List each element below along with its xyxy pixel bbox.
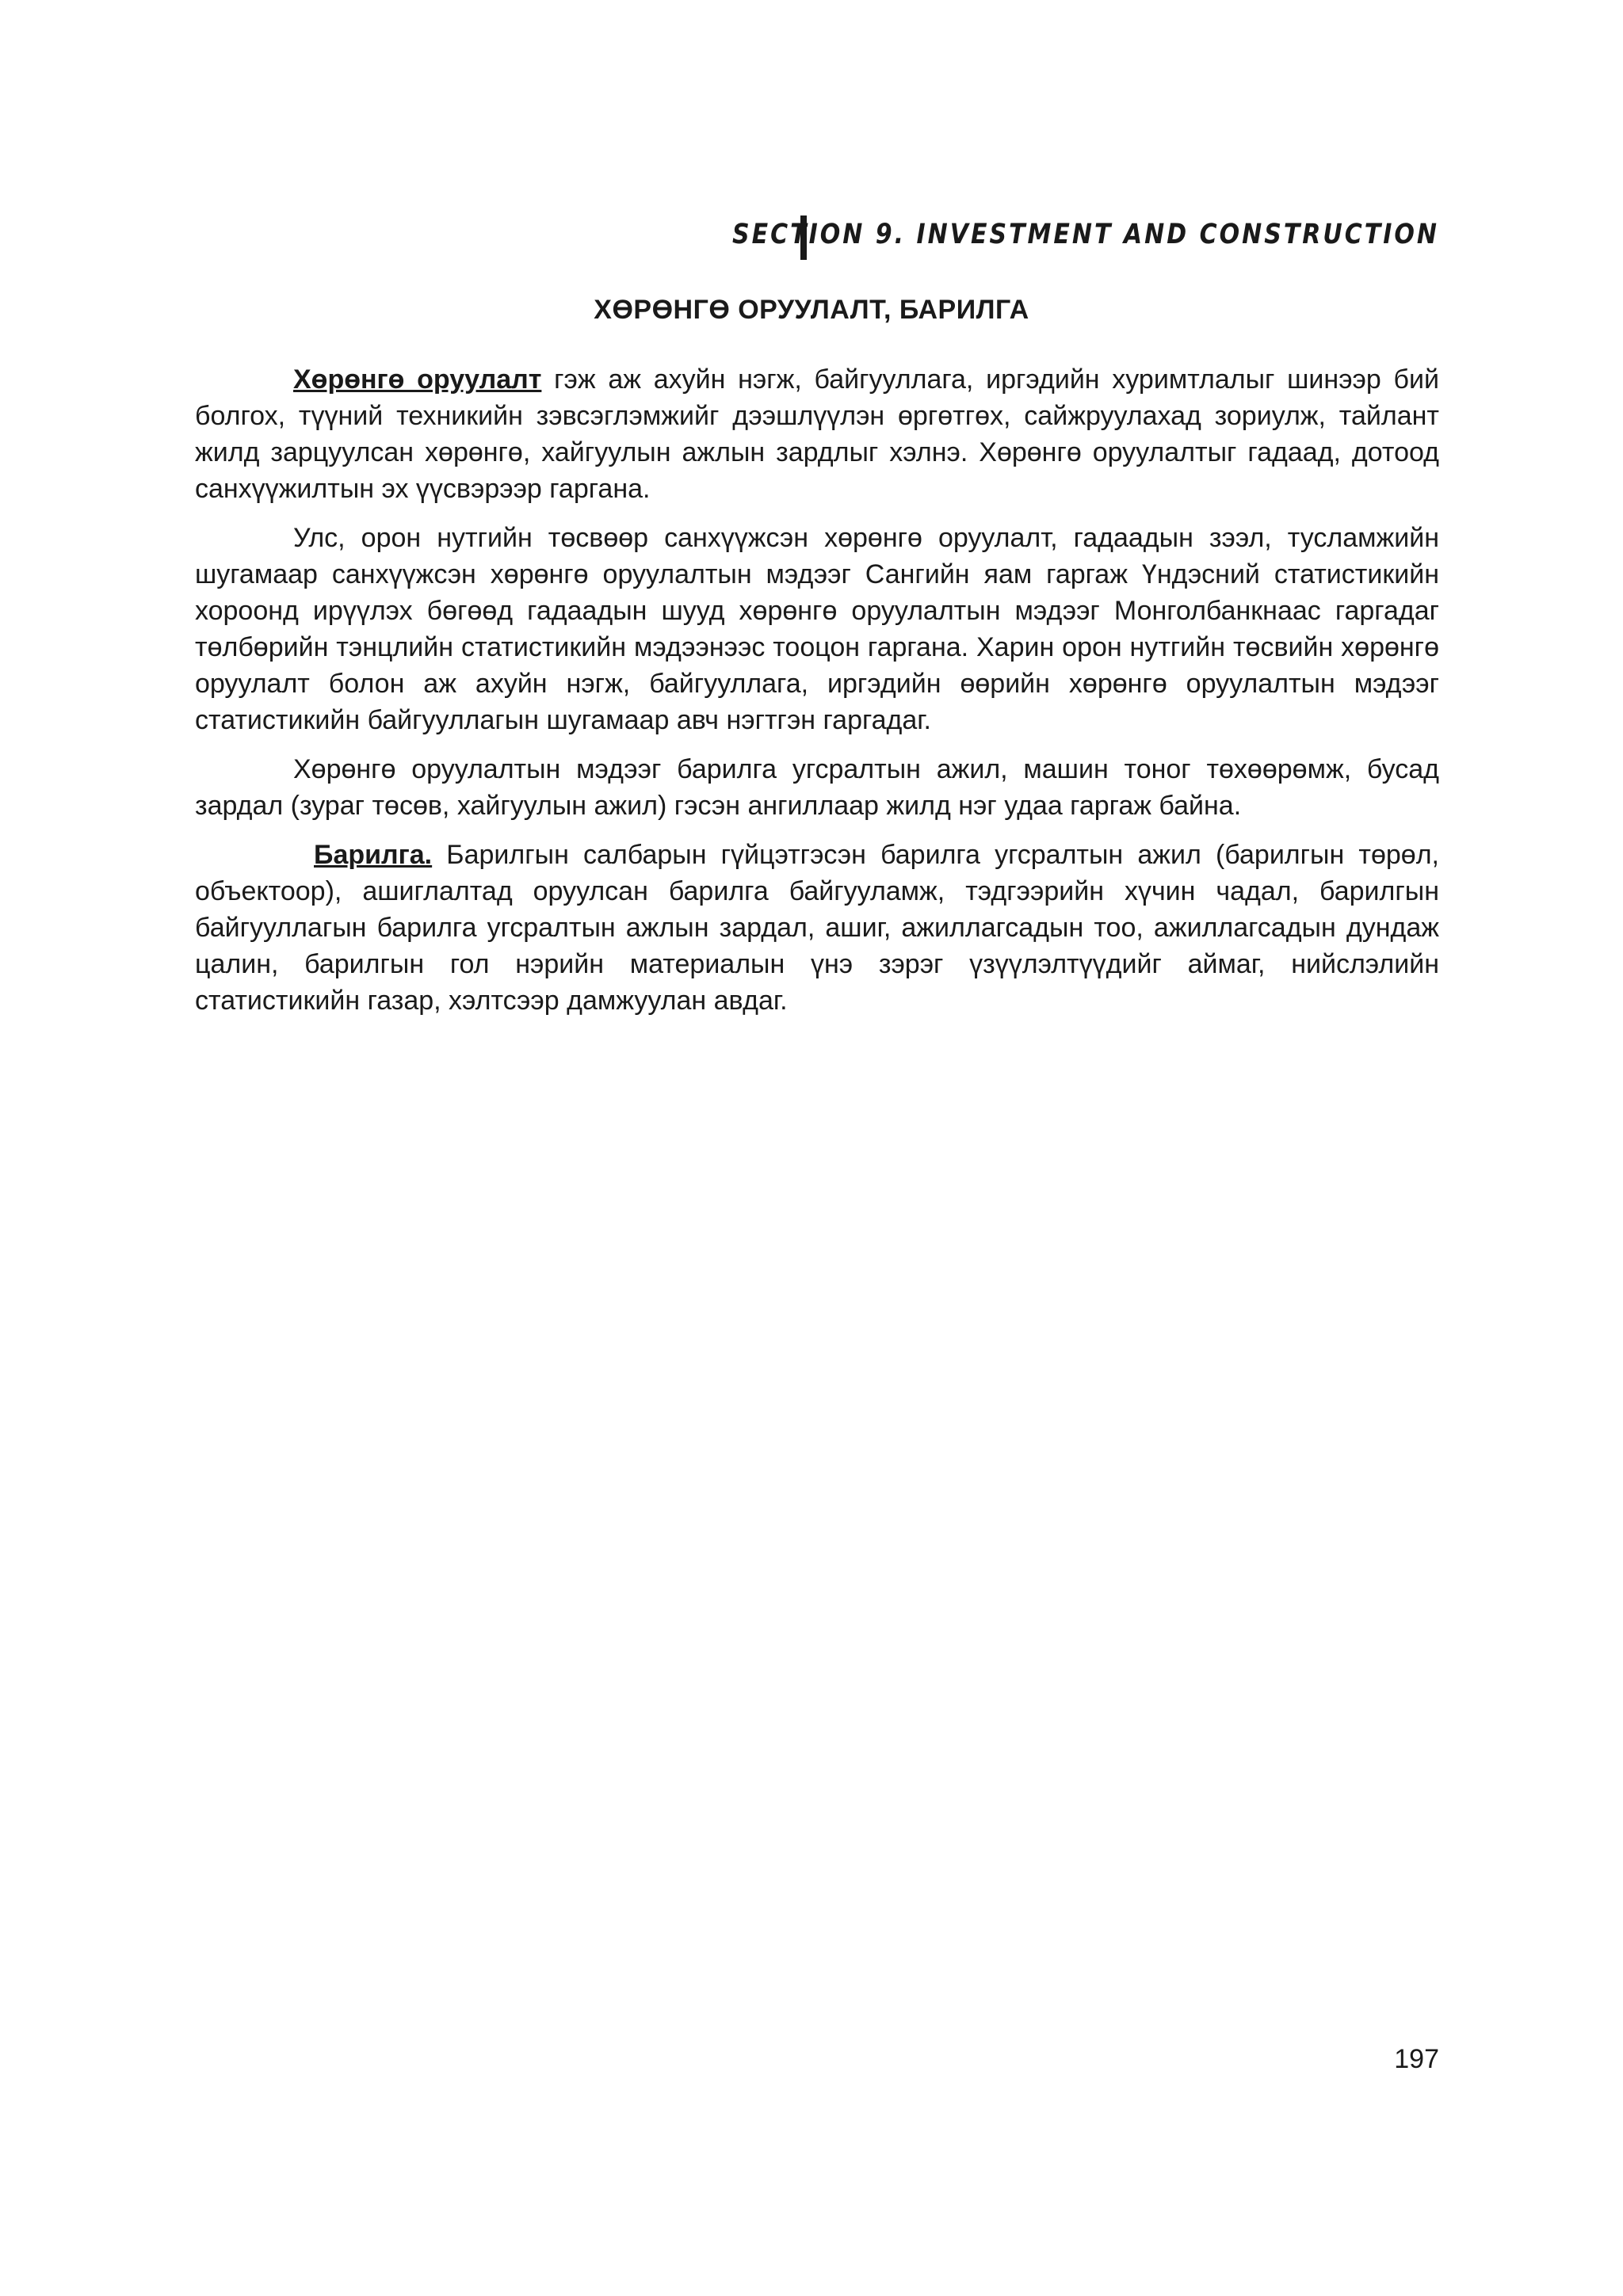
paragraph-construction-text: Барилгын салбарын гүйцэтгэсэн барилга угсралтын ажил (барилгын төрөл, объектоор), ашиглалтад оруулсан барилга байгууламж, тэдгээрийн хүчин чадал, барилгын байгууллагын барилга угсралтын ажлын зардал, ашиг, ажиллагсадын тоо, ажиллагсадын дундаж цалин, барилгын гол нэрийн материалын үнэ зэрэг үзүүлэлтүүдийг аймаг, нийслэлийн статистикийн газар, хэлтсээр дамжуулан авдаг. <box>195 840 1439 1016</box>
body-text <box>195 361 1439 1032</box>
paragraph-classification <box>195 751 1439 824</box>
paragraph-budget-sources <box>195 520 1439 738</box>
page-title: ХӨРӨНГӨ ОРУУЛАЛТ, БАРИЛГА <box>594 295 1029 325</box>
paragraph-classification-text: Хөрөнгө оруулалтын мэдээг барилга угсралтын ажил, машин тоног төхөөрөмж, бусад зардал (зураг төсөв, хайгуулын ажил) гэсэн ангиллаар жилд нэг удаа гаргаж байна. <box>195 754 1439 821</box>
section-header <box>731 215 1439 261</box>
paragraph-investment-text: гэж аж ахуйн нэгж, байгууллага, иргэдийн хуримтлалыг шинээр бий болгох, түүний техникийн зэвсэглэмжийг дээшлүүлэн өргөтгөх, сайжруулахад зориулж, тайлант жилд зарцуулсан хөрөнгө, хайгуулын ажлын зардлыг хэлнэ. Хөрөнгө оруулалтыг гадаад, дотоод санхүүжилтын эх үүсвэрээр гаргана. <box>195 364 1439 504</box>
paragraph-investment <box>195 361 1439 507</box>
term-investment: Хөрөнгө оруулалт <box>293 364 542 395</box>
section-label: SECTION 9. INVESTMENT AND CONSTRUCTION <box>731 219 1439 251</box>
paragraph-construction <box>195 837 1439 1019</box>
paragraph-budget-sources-text: Улс, орон нутгийн төсвөөр санхүүжсэн хөрөнгө оруулалт, гадаадын зээл, тусламжийн шугамаар санхүүжсэн хөрөнгө оруулалтын мэдээг Сангийн яам гаргаж Үндэсний статистикийн хороонд ирүүлэх бөгөөд гадаадын шууд хөрөнгө оруулалтын мэдээг Монголбанкнаас гаргадаг төлбөрийн тэнцлийн статистикийн мэдээнээс тооцон гаргана. Харин орон нутгийн төсвийн хөрөнгө оруулалт болон аж ахуйн нэгж, байгууллага, иргэдийн өөрийн хөрөнгө оруулалтын мэдээг статистикийн байгууллагын шугамаар авч нэгтгэн гаргадаг. <box>195 523 1439 735</box>
term-construction: Барилга. <box>314 840 433 870</box>
page-number: 197 <box>1394 2044 1439 2074</box>
